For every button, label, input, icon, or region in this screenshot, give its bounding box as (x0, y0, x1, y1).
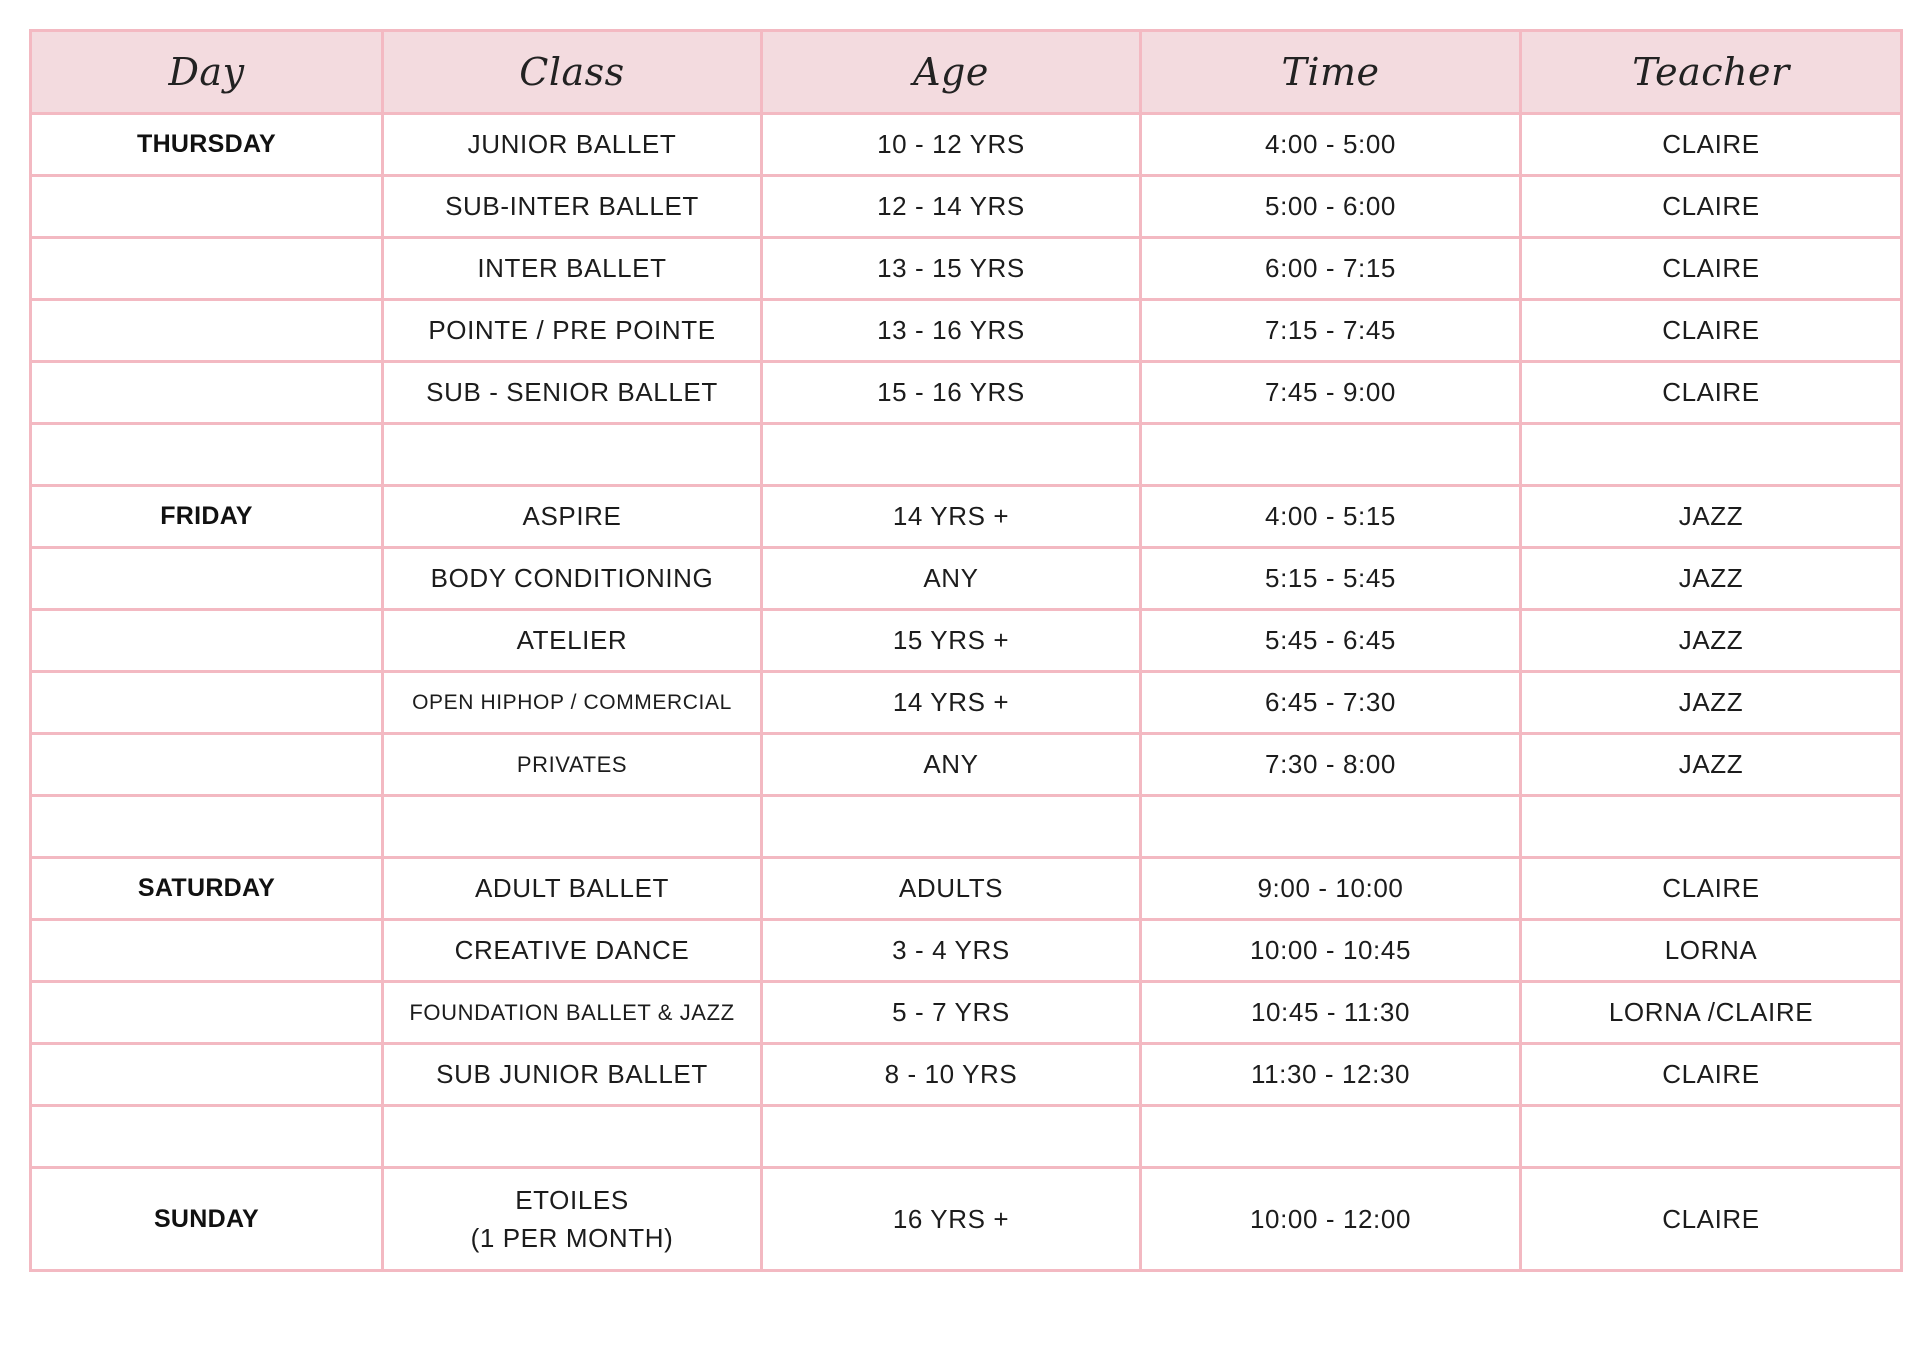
teacher-cell: JAZZ (1521, 672, 1902, 734)
class-cell: SUB-INTER BALLET (383, 176, 762, 238)
day-cell (31, 1044, 383, 1106)
class-cell: FOUNDATION BALLET & JAZZ (383, 982, 762, 1044)
teacher-cell: LORNA /CLAIRE (1521, 982, 1902, 1044)
table-row (31, 176, 1902, 238)
table-row (31, 982, 1902, 1044)
table-row (31, 920, 1902, 982)
teacher-cell: CLAIRE (1521, 362, 1902, 424)
header-row (31, 31, 1902, 114)
table-row (31, 486, 1902, 548)
header-class: Class (383, 31, 762, 114)
time-cell: 7:45 - 9:00 (1141, 362, 1521, 424)
teacher-cell: JAZZ (1521, 486, 1902, 548)
day-cell (31, 424, 383, 486)
time-cell: 10:45 - 11:30 (1141, 982, 1521, 1044)
age-cell: ANY (762, 548, 1141, 610)
spacer-row (31, 796, 1902, 858)
class-cell (383, 1168, 762, 1271)
header-teacher: Teacher (1521, 31, 1902, 114)
table-row (31, 734, 1902, 796)
age-cell (762, 796, 1141, 858)
header-time: Time (1141, 31, 1521, 114)
day-cell (31, 796, 383, 858)
table-row (31, 672, 1902, 734)
class-cell: PRIVATES (383, 734, 762, 796)
time-cell: 6:00 - 7:15 (1141, 238, 1521, 300)
teacher-cell: JAZZ (1521, 610, 1902, 672)
class-cell: BODY CONDITIONING (383, 548, 762, 610)
table-row (31, 858, 1902, 920)
teacher-cell: CLAIRE (1521, 238, 1902, 300)
time-cell: 9:00 - 10:00 (1141, 858, 1521, 920)
time-cell: 7:30 - 8:00 (1141, 734, 1521, 796)
age-cell: 3 - 4 YRS (762, 920, 1141, 982)
spacer-row (31, 424, 1902, 486)
age-cell: 12 - 14 YRS (762, 176, 1141, 238)
age-cell: 14 YRS + (762, 672, 1141, 734)
teacher-cell: CLAIRE (1521, 114, 1902, 176)
header-age: Age (762, 31, 1141, 114)
day-cell (31, 920, 383, 982)
age-cell (762, 1106, 1141, 1168)
time-cell: 7:15 - 7:45 (1141, 300, 1521, 362)
class-cell (383, 796, 762, 858)
table-row (31, 548, 1902, 610)
table-row (31, 238, 1902, 300)
class-cell: SUB - SENIOR BALLET (383, 362, 762, 424)
day-cell (31, 982, 383, 1044)
table-row-sunday (31, 1168, 1902, 1271)
table-row (31, 362, 1902, 424)
teacher-cell: CLAIRE (1521, 1168, 1902, 1271)
teacher-cell: LORNA (1521, 920, 1902, 982)
teacher-cell (1521, 1106, 1902, 1168)
teacher-cell: CLAIRE (1521, 1044, 1902, 1106)
time-cell: 4:00 - 5:00 (1141, 114, 1521, 176)
day-cell (31, 672, 383, 734)
age-cell: 15 YRS + (762, 610, 1141, 672)
time-cell: 10:00 - 10:45 (1141, 920, 1521, 982)
class-cell: ASPIRE (383, 486, 762, 548)
day-cell: SATURDAY (31, 858, 383, 920)
class-cell: SUB JUNIOR BALLET (383, 1044, 762, 1106)
age-cell: 13 - 16 YRS (762, 300, 1141, 362)
teacher-cell: CLAIRE (1521, 300, 1902, 362)
day-cell (31, 176, 383, 238)
class-frequency-line: (1 PER MONTH) (470, 1223, 674, 1253)
class-cell: ADULT BALLET (383, 858, 762, 920)
class-cell: INTER BALLET (383, 238, 762, 300)
time-cell: 6:45 - 7:30 (1141, 672, 1521, 734)
day-cell (31, 300, 383, 362)
class-cell: ATELIER (383, 610, 762, 672)
day-cell (31, 610, 383, 672)
class-cell: OPEN HIPHOP / COMMERCIAL (383, 672, 762, 734)
age-cell: 14 YRS + (762, 486, 1141, 548)
time-cell: 5:15 - 5:45 (1141, 548, 1521, 610)
time-cell: 4:00 - 5:15 (1141, 486, 1521, 548)
teacher-cell: JAZZ (1521, 548, 1902, 610)
day-cell (31, 548, 383, 610)
header-day: Day (31, 31, 383, 114)
class-cell (383, 424, 762, 486)
class-cell: CREATIVE DANCE (383, 920, 762, 982)
day-cell (31, 238, 383, 300)
day-cell: THURSDAY (31, 114, 383, 176)
teacher-cell (1521, 796, 1902, 858)
age-cell: 16 YRS + (762, 1168, 1141, 1271)
time-cell: 5:45 - 6:45 (1141, 610, 1521, 672)
age-cell: 10 - 12 YRS (762, 114, 1141, 176)
table-row (31, 114, 1902, 176)
teacher-cell: CLAIRE (1521, 858, 1902, 920)
class-cell: POINTE / PRE POINTE (383, 300, 762, 362)
day-cell (31, 1106, 383, 1168)
table-header (31, 31, 1902, 114)
table-row (31, 610, 1902, 672)
time-cell (1141, 796, 1521, 858)
spacer-row (31, 1106, 1902, 1168)
age-cell: 15 - 16 YRS (762, 362, 1141, 424)
class-cell: JUNIOR BALLET (383, 114, 762, 176)
time-cell (1141, 1106, 1521, 1168)
teacher-cell: CLAIRE (1521, 176, 1902, 238)
day-cell (31, 362, 383, 424)
day-cell (31, 734, 383, 796)
table-row (31, 1044, 1902, 1106)
age-cell: 8 - 10 YRS (762, 1044, 1141, 1106)
age-cell: 5 - 7 YRS (762, 982, 1141, 1044)
day-cell: SUNDAY (31, 1168, 383, 1271)
day-cell: FRIDAY (31, 486, 383, 548)
table-body (31, 114, 1902, 1271)
teacher-cell: JAZZ (1521, 734, 1902, 796)
class-schedule-table (29, 29, 1903, 1272)
age-cell (762, 424, 1141, 486)
time-cell: 11:30 - 12:30 (1141, 1044, 1521, 1106)
age-cell: ANY (762, 734, 1141, 796)
class-name-line: ETOILES (515, 1185, 629, 1215)
age-cell: ADULTS (762, 858, 1141, 920)
age-cell: 13 - 15 YRS (762, 238, 1141, 300)
teacher-cell (1521, 424, 1902, 486)
table-row (31, 300, 1902, 362)
time-cell: 5:00 - 6:00 (1141, 176, 1521, 238)
time-cell: 10:00 - 12:00 (1141, 1168, 1521, 1271)
time-cell (1141, 424, 1521, 486)
class-cell (383, 1106, 762, 1168)
